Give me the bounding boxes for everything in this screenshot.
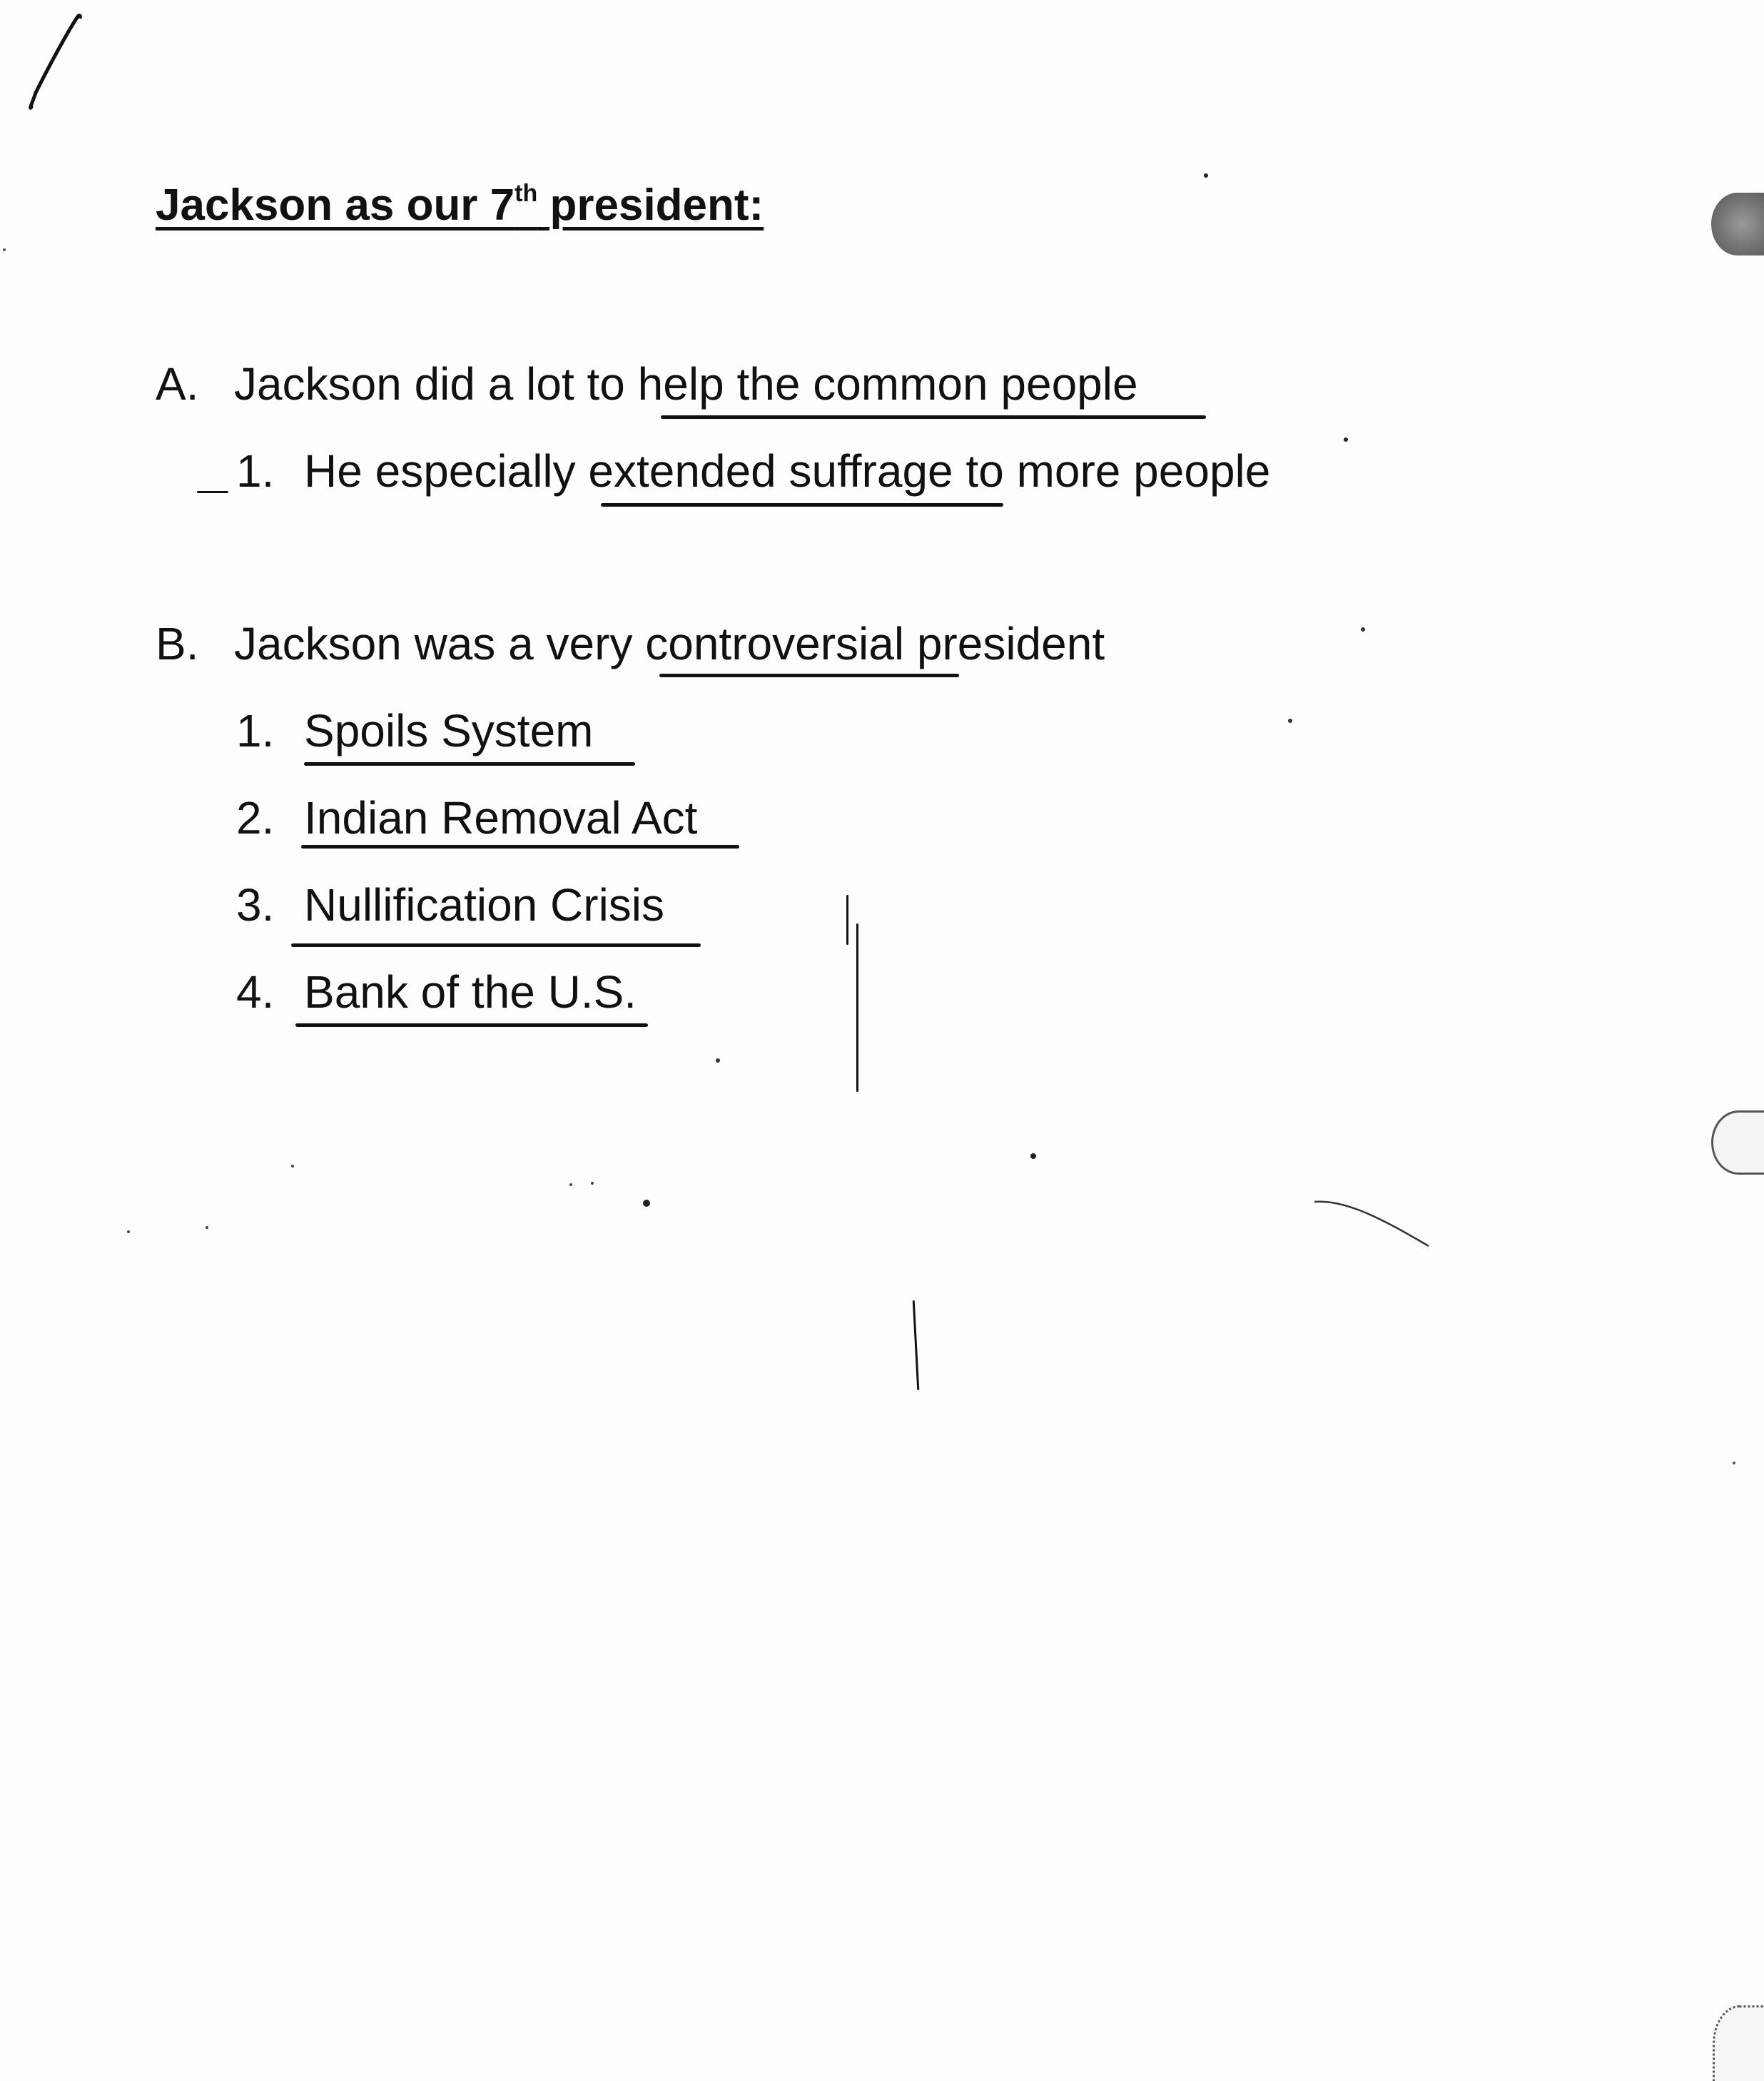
- punch-hole-bottom: [1713, 2005, 1764, 2081]
- section-a-blank: help the common people: [637, 358, 1138, 410]
- section-b-item-1-number: 1.: [236, 705, 275, 756]
- section-b-text-end: president: [904, 618, 1105, 669]
- section-b-item-2-number: 2.: [236, 792, 275, 844]
- punch-hole-middle: [1711, 1110, 1764, 1175]
- section-b-item-3-number: 3.: [236, 879, 275, 931]
- section-b-marker: B.: [156, 618, 199, 669]
- title-suffix: president:: [537, 181, 764, 230]
- section-a-item-1-text: He especially: [304, 445, 589, 497]
- section-a-item-1-text-end: to more people: [953, 445, 1271, 497]
- section-a-text: Jackson did a lot to: [234, 358, 638, 410]
- section-b-item-4-number: 4.: [236, 966, 275, 1018]
- section-b-item-4-blank: Bank of the U.S.: [304, 966, 637, 1018]
- section-a-item-1-blank: extended suffrage: [588, 445, 953, 497]
- section-a-marker: A.: [156, 358, 199, 410]
- title-prefix: Jackson as our 7: [156, 181, 515, 230]
- title-superscript: th: [514, 180, 538, 207]
- punch-hole-top: [1711, 193, 1764, 255]
- section-b-item-3-blank: Nullification Crisis: [304, 879, 664, 931]
- section-b-item-1-blank: Spoils System: [304, 705, 594, 756]
- section-b-blank: controversial: [645, 618, 905, 669]
- section-b-item-2-blank: Indian Removal Act: [304, 792, 698, 844]
- section-a-item-1-number: 1.: [236, 445, 275, 497]
- section-b-text: Jackson was a very: [234, 618, 646, 669]
